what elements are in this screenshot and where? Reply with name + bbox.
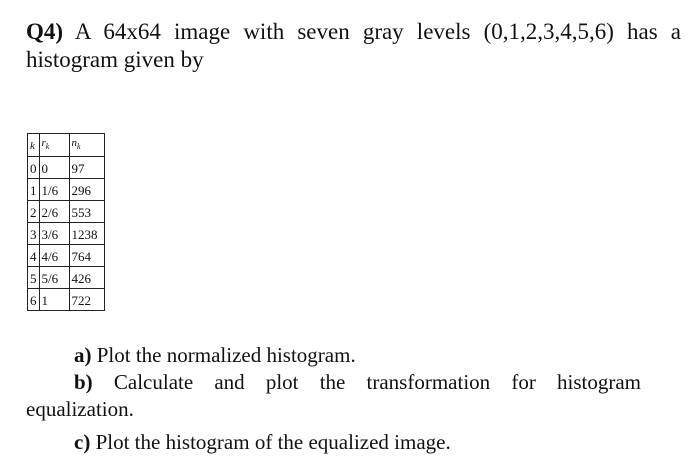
cell-rk: 5/6 (39, 267, 69, 289)
cell-k: 1 (28, 179, 40, 201)
table-row (28, 157, 105, 179)
question-number: Q4) (26, 19, 64, 44)
header-nk: $n_k$ (69, 134, 104, 157)
table-row (28, 289, 105, 311)
table-row (28, 267, 105, 289)
cell-rk: 4/6 (39, 245, 69, 267)
cell-k: 6 (28, 289, 40, 311)
part-c-text: Plot the histogram of the equalized image. (95, 430, 451, 454)
cell-nk: 722 (69, 289, 104, 311)
part-a (26, 342, 641, 369)
part-b (26, 369, 641, 396)
question-text (26, 18, 681, 74)
part-c-label: c) (74, 430, 91, 454)
part-b-label: b) (74, 370, 93, 394)
cell-rk: 0 (39, 157, 69, 179)
table-row (28, 223, 105, 245)
cell-nk: 764 (69, 245, 104, 267)
cell-k: 2 (28, 201, 40, 223)
cell-rk: 2/6 (39, 201, 69, 223)
part-a-text: Plot the normalized histogram. (96, 343, 356, 367)
cell-k: 5 (28, 267, 40, 289)
cell-nk: 1238 (69, 223, 104, 245)
table-row (28, 201, 105, 223)
sub-questions (26, 342, 641, 456)
question-body: A 64x64 image with seven gray levels (0,1,2,3,4,5,6) has a histogram given by (26, 19, 682, 72)
cell-rk: 3/6 (39, 223, 69, 245)
table-body (28, 157, 105, 311)
cell-nk: 426 (69, 267, 104, 289)
part-b-continuation: equalization. (26, 397, 134, 421)
part-b-text: Calculate and plot the transformation for histogram (113, 370, 642, 394)
table-row (28, 179, 105, 201)
cell-nk: 553 (69, 201, 104, 223)
part-c (26, 429, 641, 456)
cell-k: 0 (28, 157, 40, 179)
histogram-table (27, 133, 105, 311)
cell-nk: 296 (69, 179, 104, 201)
cell-rk: 1 (39, 289, 69, 311)
cell-nk: 97 (69, 157, 104, 179)
cell-k: 4 (28, 245, 40, 267)
table-header-row (28, 134, 105, 157)
table-row (28, 245, 105, 267)
header-rk: $r_k$ (39, 134, 69, 157)
cell-k: 3 (28, 223, 40, 245)
header-k: k (28, 134, 40, 157)
cell-rk: 1/6 (39, 179, 69, 201)
part-a-label: a) (74, 343, 92, 367)
